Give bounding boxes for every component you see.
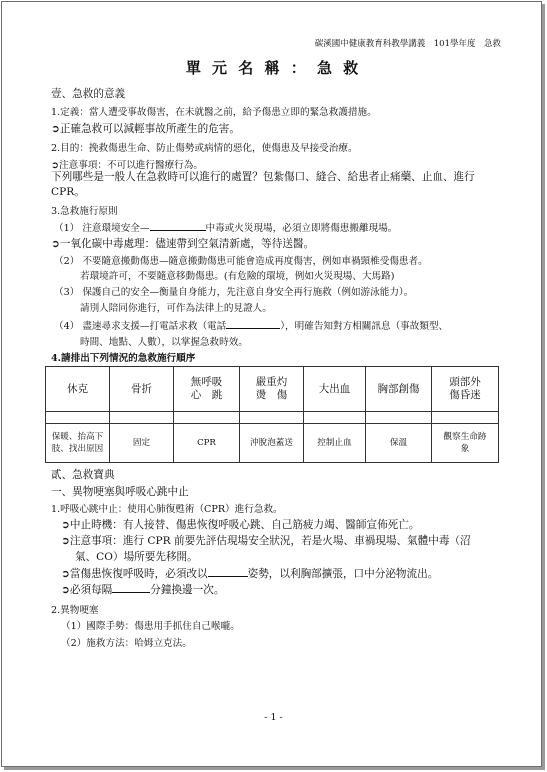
cpr-line: 1.呼吸心跳中止：使用心肺復甦術（CPR）進行急救。 bbox=[51, 504, 283, 515]
table-header-cell: 嚴重灼 燙 傷 bbox=[240, 367, 304, 412]
answer-cell bbox=[46, 412, 110, 424]
table-cell: 觀察生命跡 象 bbox=[432, 424, 499, 463]
switch-side-line bbox=[61, 582, 224, 597]
principle-3: （3） 保護自己的安全—衡量自身能力，先注意自身安全再行施救（例如游泳能力）。 bbox=[54, 287, 414, 298]
page-header: 碳溪國中健康教育科教學講義 101學年度 急救 bbox=[314, 39, 501, 49]
page-title: 單 元 名 稱 ： 急 救 bbox=[185, 59, 362, 77]
switch-text-b: 分鐘換邊一次。 bbox=[150, 584, 225, 596]
table-header-cell: 休克 bbox=[46, 367, 110, 412]
recovery-text-a: ➲當傷患恢復呼吸時，必須改以 bbox=[61, 568, 208, 580]
table-caption: 4.請排出下列情況的急救施行順序 bbox=[51, 353, 196, 364]
blank-field bbox=[226, 319, 280, 329]
table-header-cell: 胸部創傷 bbox=[366, 367, 432, 412]
principle-4-text-b: ），明確告知對方相關訊息（事故類型、 bbox=[280, 321, 449, 332]
question-line-1: 下列哪些是一般人在急救時可以進行的處置？包紮傷口、縫合、給患者止痛藥、止血、進行 bbox=[51, 171, 475, 183]
question-line-2: CPR。 bbox=[51, 186, 85, 198]
section-2-subheading: 一、異物哽塞與呼吸心跳中止 bbox=[51, 486, 189, 498]
table-header-cell: 大出血 bbox=[304, 367, 366, 412]
principles-heading: 3.急救施行原則 bbox=[51, 206, 118, 217]
table-cell: 保溫 bbox=[366, 424, 432, 463]
principle-2: （2） 不要隨意搬動傷患—隨意搬動傷患可能會造成再度傷害，例如車禍頸椎受傷患者。 bbox=[54, 256, 428, 267]
purpose-line: 2.目的：挽救傷患生命、防止傷勢或病情的惡化，使傷患及早接受治療。 bbox=[51, 143, 358, 154]
choking-gesture: （1）國際手勢：傷患用手抓住自己喉嚨。 bbox=[61, 621, 240, 632]
cpr-precaution-2: 氣、CO）場所要先移開。 bbox=[75, 551, 198, 563]
page-number: - 1 - bbox=[264, 712, 283, 723]
table-cell: 保暖、抬高下 肢、找出原因 bbox=[46, 424, 110, 463]
principle-4 bbox=[54, 318, 448, 332]
table-header-cell: 骨折 bbox=[110, 367, 174, 412]
purpose-note: ➲注意事項：不可以進行醫療行為。 bbox=[51, 160, 203, 171]
answer-cell bbox=[304, 412, 366, 424]
principle-1-text-a: （1） 注意環境安全— bbox=[54, 223, 150, 234]
section-2-heading: 貳、急救寶典 bbox=[51, 469, 115, 481]
table-body-row bbox=[46, 424, 499, 463]
choking-method: （2）施救方法：哈姆立克法。 bbox=[61, 638, 192, 649]
switch-text-a: ➲必須每隔 bbox=[61, 584, 113, 596]
principle-4-text-a: （4） 盡速尋求支援—打電話求救（電話 bbox=[54, 321, 227, 332]
principle-2-detail: 若環境許可，不要隨意移動傷患。(有危險的環境，例如火災現場、大馬路) bbox=[80, 271, 395, 282]
answer-cell bbox=[110, 412, 174, 424]
table-answer-row bbox=[46, 412, 499, 424]
table-cell: 固定 bbox=[110, 424, 174, 463]
principle-1-text-b: 中毒或火災現場，必須立即將傷患搬離現場。 bbox=[205, 223, 398, 234]
principle-3-detail: 請別人陪同你進行，可作為法律上的見證人。 bbox=[80, 303, 272, 314]
principle-1 bbox=[54, 220, 397, 234]
answer-cell bbox=[366, 412, 432, 424]
table-cell: 沖脫泡蓋送 bbox=[240, 424, 304, 463]
blank-field bbox=[150, 221, 206, 231]
table-header-cell: 無呼吸 心 跳 bbox=[174, 367, 240, 412]
section-1-heading: 壹、急救的意義 bbox=[51, 88, 126, 100]
answer-cell bbox=[432, 412, 499, 424]
table-cell: 控制止血 bbox=[304, 424, 366, 463]
blank-field bbox=[208, 567, 248, 577]
answer-cell bbox=[240, 412, 304, 424]
principle-4-detail: 時間、地點、人數），以掌握急救時效。 bbox=[80, 337, 248, 348]
definition-note: ➲正確急救可以減輕事故所產生的危害。 bbox=[51, 123, 240, 135]
blank-field bbox=[112, 583, 150, 593]
table-cell: CPR bbox=[174, 424, 240, 463]
emergency-order-table bbox=[45, 366, 499, 463]
answer-cell bbox=[174, 412, 240, 424]
cpr-stop-timing: ➲中止時機：有人接替、傷患恢復呼吸心跳、自己筋疲力竭、醫師宣佈死亡。 bbox=[61, 519, 420, 531]
table-header-row bbox=[46, 367, 499, 412]
definition-line: 1.定義：當人遭受事故傷害，在未就醫之前，給予傷患立即的緊急救護措施。 bbox=[51, 107, 377, 118]
recovery-text-b: 姿勢，以利胸部擴張，口中分泌物流出。 bbox=[247, 568, 439, 580]
cpr-precaution-1: ➲注意事項：進行 CPR 前要先評估現場安全狀況，若是火場、車禍現場、氣體中毒（沼 bbox=[61, 535, 471, 547]
recovery-position-line bbox=[61, 566, 438, 581]
choking-heading: 2.異物哽塞 bbox=[51, 605, 99, 616]
co-poisoning-note: ➲一氧化碳中毒處理：儘速帶到空氣清新處，等待送醫。 bbox=[51, 238, 315, 250]
table-header-cell: 頭部外 傷昏迷 bbox=[432, 367, 499, 412]
